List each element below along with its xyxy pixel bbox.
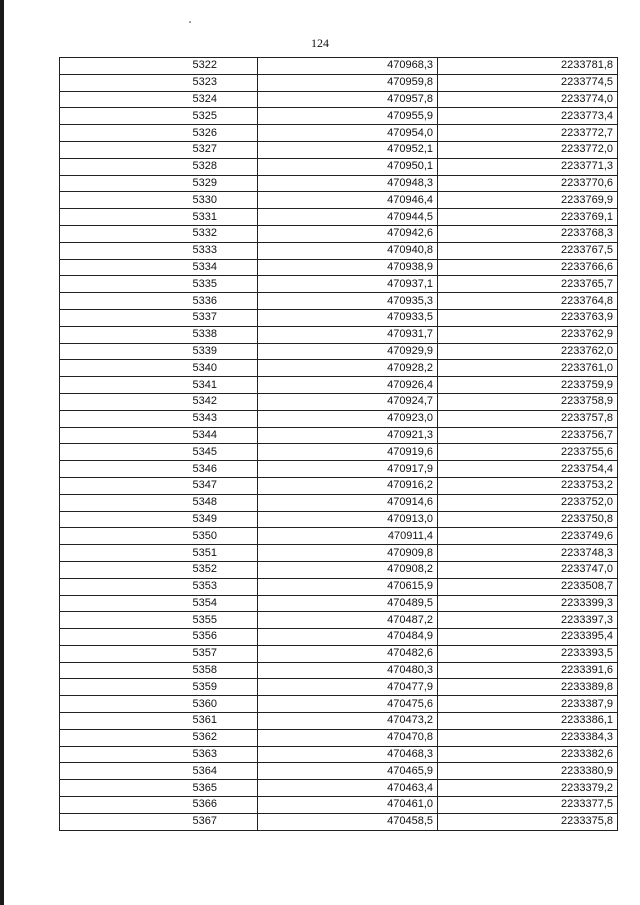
table-row [60, 494, 618, 511]
scan-speck [189, 21, 191, 23]
x-coordinate-cell: 470959,8 [258, 74, 438, 91]
y-coordinate-cell: 2233748,3 [438, 545, 618, 562]
point-number-cell: 5350 [60, 528, 258, 545]
y-coordinate-cell: 2233757,8 [438, 410, 618, 427]
table-row [60, 209, 618, 226]
point-number-cell: 5356 [60, 629, 258, 646]
table-row [60, 276, 618, 293]
table-row [60, 813, 618, 830]
x-coordinate-cell: 470484,9 [258, 629, 438, 646]
point-number-cell: 5322 [60, 58, 258, 75]
y-coordinate-cell: 2233755,6 [438, 444, 618, 461]
table-row [60, 175, 618, 192]
point-number-cell: 5355 [60, 612, 258, 629]
y-coordinate-cell: 2233763,9 [438, 309, 618, 326]
x-coordinate-cell: 470938,9 [258, 259, 438, 276]
x-coordinate-cell: 470468,3 [258, 746, 438, 763]
x-coordinate-cell: 470957,8 [258, 91, 438, 108]
table-row [60, 797, 618, 814]
scan-edge [0, 0, 4, 905]
x-coordinate-cell: 470955,9 [258, 108, 438, 125]
table-row [60, 444, 618, 461]
x-coordinate-cell: 470473,2 [258, 713, 438, 730]
y-coordinate-cell: 2233391,6 [438, 662, 618, 679]
point-number-cell: 5361 [60, 713, 258, 730]
table-row [60, 461, 618, 478]
point-number-cell: 5341 [60, 377, 258, 394]
x-coordinate-cell: 470942,6 [258, 225, 438, 242]
x-coordinate-cell: 470465,9 [258, 763, 438, 780]
y-coordinate-cell: 2233764,8 [438, 293, 618, 310]
page-number: 124 [311, 36, 329, 50]
x-coordinate-cell: 470916,2 [258, 477, 438, 494]
x-coordinate-cell: 470929,9 [258, 343, 438, 360]
x-coordinate-cell: 470917,9 [258, 461, 438, 478]
x-coordinate-cell: 470948,3 [258, 175, 438, 192]
point-number-cell: 5349 [60, 511, 258, 528]
point-number-cell: 5335 [60, 276, 258, 293]
point-number-cell: 5346 [60, 461, 258, 478]
coordinates-table [59, 57, 618, 831]
point-number-cell: 5327 [60, 141, 258, 158]
table-row [60, 679, 618, 696]
point-number-cell: 5365 [60, 780, 258, 797]
point-number-cell: 5358 [60, 662, 258, 679]
x-coordinate-cell: 470931,7 [258, 326, 438, 343]
y-coordinate-cell: 2233766,6 [438, 259, 618, 276]
y-coordinate-cell: 2233386,1 [438, 713, 618, 730]
table-row [60, 645, 618, 662]
y-coordinate-cell: 2233750,8 [438, 511, 618, 528]
table-row [60, 595, 618, 612]
point-number-cell: 5352 [60, 561, 258, 578]
table-row [60, 612, 618, 629]
table-row [60, 729, 618, 746]
x-coordinate-cell: 470926,4 [258, 377, 438, 394]
y-coordinate-cell: 2233773,4 [438, 108, 618, 125]
point-number-cell: 5367 [60, 813, 258, 830]
x-coordinate-cell: 470923,0 [258, 410, 438, 427]
y-coordinate-cell: 2233781,8 [438, 58, 618, 75]
y-coordinate-cell: 2233772,0 [438, 141, 618, 158]
point-number-cell: 5353 [60, 578, 258, 595]
point-number-cell: 5338 [60, 326, 258, 343]
y-coordinate-cell: 2233772,7 [438, 125, 618, 142]
table-row [60, 58, 618, 75]
x-coordinate-cell: 470909,8 [258, 545, 438, 562]
table-row [60, 125, 618, 142]
point-number-cell: 5351 [60, 545, 258, 562]
point-number-cell: 5363 [60, 746, 258, 763]
table-row [60, 158, 618, 175]
table-row [60, 713, 618, 730]
table-row [60, 309, 618, 326]
y-coordinate-cell: 2233377,5 [438, 797, 618, 814]
point-number-cell: 5343 [60, 410, 258, 427]
y-coordinate-cell: 2233762,0 [438, 343, 618, 360]
table-row [60, 293, 618, 310]
x-coordinate-cell: 470463,4 [258, 780, 438, 797]
table-row [60, 393, 618, 410]
x-coordinate-cell: 470919,6 [258, 444, 438, 461]
table-row [60, 326, 618, 343]
x-coordinate-cell: 470933,5 [258, 309, 438, 326]
point-number-cell: 5326 [60, 125, 258, 142]
x-coordinate-cell: 470946,4 [258, 192, 438, 209]
point-number-cell: 5330 [60, 192, 258, 209]
x-coordinate-cell: 470908,2 [258, 561, 438, 578]
y-coordinate-cell: 2233768,3 [438, 225, 618, 242]
x-coordinate-cell: 470928,2 [258, 360, 438, 377]
table-row [60, 259, 618, 276]
point-number-cell: 5331 [60, 209, 258, 226]
table-row [60, 242, 618, 259]
y-coordinate-cell: 2233767,5 [438, 242, 618, 259]
x-coordinate-cell: 470470,8 [258, 729, 438, 746]
table-row [60, 662, 618, 679]
y-coordinate-cell: 2233749,6 [438, 528, 618, 545]
point-number-cell: 5345 [60, 444, 258, 461]
table-row [60, 427, 618, 444]
y-coordinate-cell: 2233384,3 [438, 729, 618, 746]
point-number-cell: 5354 [60, 595, 258, 612]
x-coordinate-cell: 470944,5 [258, 209, 438, 226]
x-coordinate-cell: 470489,5 [258, 595, 438, 612]
table-row [60, 141, 618, 158]
y-coordinate-cell: 2233753,2 [438, 477, 618, 494]
point-number-cell: 5332 [60, 225, 258, 242]
table-row [60, 528, 618, 545]
x-coordinate-cell: 470935,3 [258, 293, 438, 310]
point-number-cell: 5362 [60, 729, 258, 746]
point-number-cell: 5360 [60, 696, 258, 713]
table-row [60, 511, 618, 528]
y-coordinate-cell: 2233380,9 [438, 763, 618, 780]
table-row [60, 108, 618, 125]
x-coordinate-cell: 470911,4 [258, 528, 438, 545]
y-coordinate-cell: 2233395,4 [438, 629, 618, 646]
table-row [60, 343, 618, 360]
x-coordinate-cell: 470924,7 [258, 393, 438, 410]
point-number-cell: 5357 [60, 645, 258, 662]
point-number-cell: 5328 [60, 158, 258, 175]
point-number-cell: 5324 [60, 91, 258, 108]
x-coordinate-cell: 470461,0 [258, 797, 438, 814]
y-coordinate-cell: 2233770,6 [438, 175, 618, 192]
x-coordinate-cell: 470482,6 [258, 645, 438, 662]
y-coordinate-cell: 2233771,3 [438, 158, 618, 175]
point-number-cell: 5325 [60, 108, 258, 125]
y-coordinate-cell: 2233774,5 [438, 74, 618, 91]
y-coordinate-cell: 2233761,0 [438, 360, 618, 377]
point-number-cell: 5344 [60, 427, 258, 444]
y-coordinate-cell: 2233769,9 [438, 192, 618, 209]
point-number-cell: 5337 [60, 309, 258, 326]
point-number-cell: 5366 [60, 797, 258, 814]
table-row [60, 192, 618, 209]
point-number-cell: 5329 [60, 175, 258, 192]
table-row [60, 74, 618, 91]
y-coordinate-cell: 2233754,4 [438, 461, 618, 478]
x-coordinate-cell: 470477,9 [258, 679, 438, 696]
y-coordinate-cell: 2233387,9 [438, 696, 618, 713]
y-coordinate-cell: 2233756,7 [438, 427, 618, 444]
table-row [60, 629, 618, 646]
table-row [60, 377, 618, 394]
table-row [60, 561, 618, 578]
y-coordinate-cell: 2233765,7 [438, 276, 618, 293]
y-coordinate-cell: 2233399,3 [438, 595, 618, 612]
table-row [60, 696, 618, 713]
y-coordinate-cell: 2233758,9 [438, 393, 618, 410]
table-row [60, 545, 618, 562]
point-number-cell: 5347 [60, 477, 258, 494]
y-coordinate-cell: 2233393,5 [438, 645, 618, 662]
y-coordinate-cell: 2233508,7 [438, 578, 618, 595]
x-coordinate-cell: 470954,0 [258, 125, 438, 142]
x-coordinate-cell: 470921,3 [258, 427, 438, 444]
point-number-cell: 5342 [60, 393, 258, 410]
y-coordinate-cell: 2233774,0 [438, 91, 618, 108]
x-coordinate-cell: 470480,3 [258, 662, 438, 679]
point-number-cell: 5359 [60, 679, 258, 696]
x-coordinate-cell: 470952,1 [258, 141, 438, 158]
point-number-cell: 5334 [60, 259, 258, 276]
y-coordinate-cell: 2233762,9 [438, 326, 618, 343]
y-coordinate-cell: 2233747,0 [438, 561, 618, 578]
x-coordinate-cell: 470615,9 [258, 578, 438, 595]
point-number-cell: 5364 [60, 763, 258, 780]
table-row [60, 477, 618, 494]
table-body [60, 58, 618, 831]
x-coordinate-cell: 470950,1 [258, 158, 438, 175]
point-number-cell: 5333 [60, 242, 258, 259]
x-coordinate-cell: 470475,6 [258, 696, 438, 713]
table-row [60, 578, 618, 595]
point-number-cell: 5348 [60, 494, 258, 511]
point-number-cell: 5336 [60, 293, 258, 310]
y-coordinate-cell: 2233769,1 [438, 209, 618, 226]
y-coordinate-cell: 2233379,2 [438, 780, 618, 797]
table-row [60, 746, 618, 763]
point-number-cell: 5339 [60, 343, 258, 360]
x-coordinate-cell: 470937,1 [258, 276, 438, 293]
x-coordinate-cell: 470487,2 [258, 612, 438, 629]
y-coordinate-cell: 2233759,9 [438, 377, 618, 394]
point-number-cell: 5323 [60, 74, 258, 91]
x-coordinate-cell: 470940,8 [258, 242, 438, 259]
table-row [60, 225, 618, 242]
point-number-cell: 5340 [60, 360, 258, 377]
x-coordinate-cell: 470913,0 [258, 511, 438, 528]
y-coordinate-cell: 2233375,8 [438, 813, 618, 830]
table-row [60, 360, 618, 377]
x-coordinate-cell: 470968,3 [258, 58, 438, 75]
x-coordinate-cell: 470458,5 [258, 813, 438, 830]
y-coordinate-cell: 2233389,8 [438, 679, 618, 696]
table-row [60, 780, 618, 797]
x-coordinate-cell: 470914,6 [258, 494, 438, 511]
y-coordinate-cell: 2233382,6 [438, 746, 618, 763]
y-coordinate-cell: 2233397,3 [438, 612, 618, 629]
y-coordinate-cell: 2233752,0 [438, 494, 618, 511]
table-row [60, 763, 618, 780]
table-row [60, 91, 618, 108]
table-row [60, 410, 618, 427]
